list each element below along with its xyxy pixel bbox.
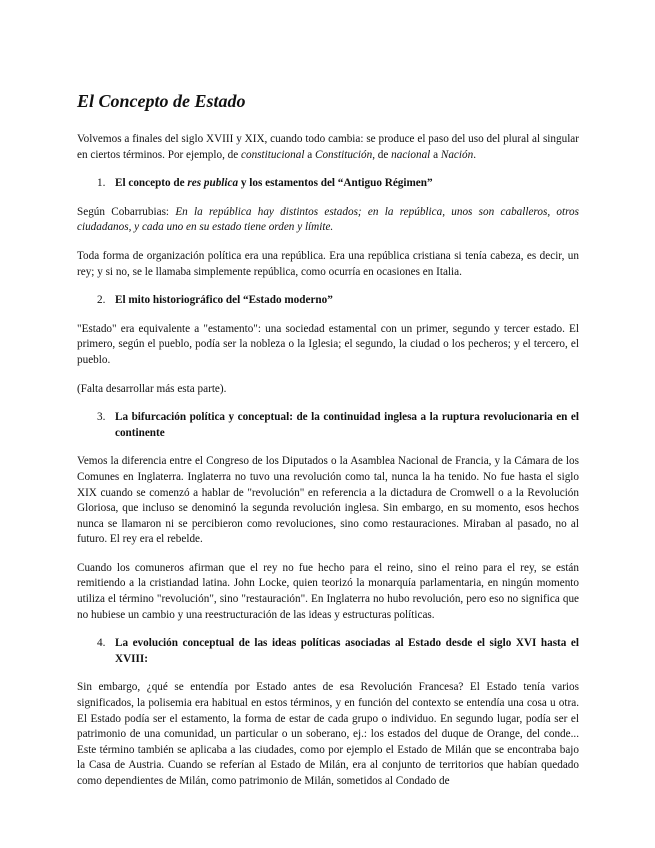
section-1-paragraph: Toda forma de organización política era una república. Era una república cristiana si tenía cabeza, es decir, un rey; y si no, se le llamaba simplemente república, como ocurría en ocasiones en Italia. (77, 249, 579, 278)
section-2-note: (Falta desarrollar más esta parte). (77, 382, 227, 395)
heading-text: La bifurcación política y conceptual: de la continuidad inglesa a la ruptura revolucionaria en el continente (115, 411, 579, 439)
intro-text: , de (372, 148, 392, 161)
intro-text: . (473, 148, 476, 161)
intro-italic-term: Nación (440, 148, 474, 161)
intro-text: a (430, 148, 441, 161)
heading-text: El concepto de (115, 177, 188, 190)
intro-italic-term: constitucional (241, 148, 305, 161)
section-heading-3 (77, 410, 579, 441)
section-3-paragraph: Cuando los comuneros afirman que el rey no fue hecho para el reino, sino el reino para el rey, se están remitiendo a la cristiandad latina. John Locke, quien teorizó la monarquía parlamentaria, en ningún momento utiliza el término "revolución", sino "restauración". En Inglaterra no hubo revolución, pero eso no significa que no hubiese un cambio y una reestructuración de las ideas y estructuras políticas. (77, 561, 579, 621)
quote-text: En la república hay distintos estados; en la república, unos son caballeros, otros ciudadanos, y cada uno en su estado tiene orden y límite. (77, 205, 579, 234)
quote-intro: Según Cobarrubias: (77, 205, 176, 218)
section-2-paragraph: "Estado" era equivalente a "estamento": una sociedad estamental con un primer, segundo y tercer estado. El primero, según el pueblo, podía ser la nobleza o la Iglesia; el segundo, la ciudad o los pecheros; y el tercero, el pueblo. (77, 322, 579, 366)
section-1-quote (77, 205, 579, 236)
section-number: 3. (97, 411, 106, 424)
intro-paragraph (77, 132, 579, 163)
intro-italic-term: Constitución (315, 148, 373, 161)
heading-italic-term: res publica (187, 177, 239, 190)
section-number: 2. (97, 294, 106, 307)
section-4-paragraph: Sin embargo, ¿qué se entendía por Estado antes de esa Revolución Francesa? El Estado tenía varios significados, la polisemia era habitual en estos términos, y en función del contexto se entendía una cosa u otra. El Estado podía ser el estamento, la forma de estar de cada grupo o individuo. En segundo lugar, podía ser el patrimonio de una comunidad, un particular o un soberano, ej.: los estados del duque de Orange, del conde... Este término también se aplicaba a las ciudades, como por ejemplo el Estado de Milán que se encontraba bajo la Casa de Austria. Cuando se referían al Estado de Milán, era al conjunto de territorios que habían quedado como dependientes de Milán, como patrimonio de Milán, sometidos al Condado de (77, 681, 579, 787)
section-number: 4. (97, 637, 106, 650)
section-heading-2 (77, 293, 579, 309)
section-number: 1. (97, 177, 106, 190)
heading-text: La evolución conceptual de las ideas políticas asociadas al Estado desde el siglo XVI hasta el XVIII: (115, 637, 579, 665)
document-body (77, 90, 579, 787)
section-heading-1 (77, 176, 579, 192)
heading-text: y los estamentos del “Antiguo Régimen” (238, 177, 433, 190)
heading-text: El mito historiográfico del “Estado moderno” (115, 294, 333, 307)
intro-italic-term: nacional (391, 148, 431, 161)
intro-text: Volvemos a finales del siglo XVIII y XIX, cuando todo cambia: se produce el paso del uso del plural al singular en ciertos términos. Por ejemplo, de (77, 133, 579, 161)
intro-text: a (304, 148, 315, 161)
page-title: El Concepto de Estado (77, 91, 246, 111)
section-3-paragraph: Vemos la diferencia entre el Congreso de los Diputados o la Asamblea Nacional de Francia, y la Cámara de los Comunes en Inglaterra. Inglaterra no tuvo una revolución como tal, nunca la ha tenido. No fue hasta el siglo XIX cuando se comenzó a hablar de "revolución" en referencia a la dictadura de Cromwell o a la Revolución Gloriosa, que incluso se denominó la segunda revolución inglesa. Sin embargo, en su momento, esos hechos nunca se llamaron ni se percibieron como revoluciones, sino como restauraciones. Miraban al pasado, no al futuro. El rey era el rebelde. (77, 455, 579, 546)
section-heading-4 (77, 636, 579, 667)
